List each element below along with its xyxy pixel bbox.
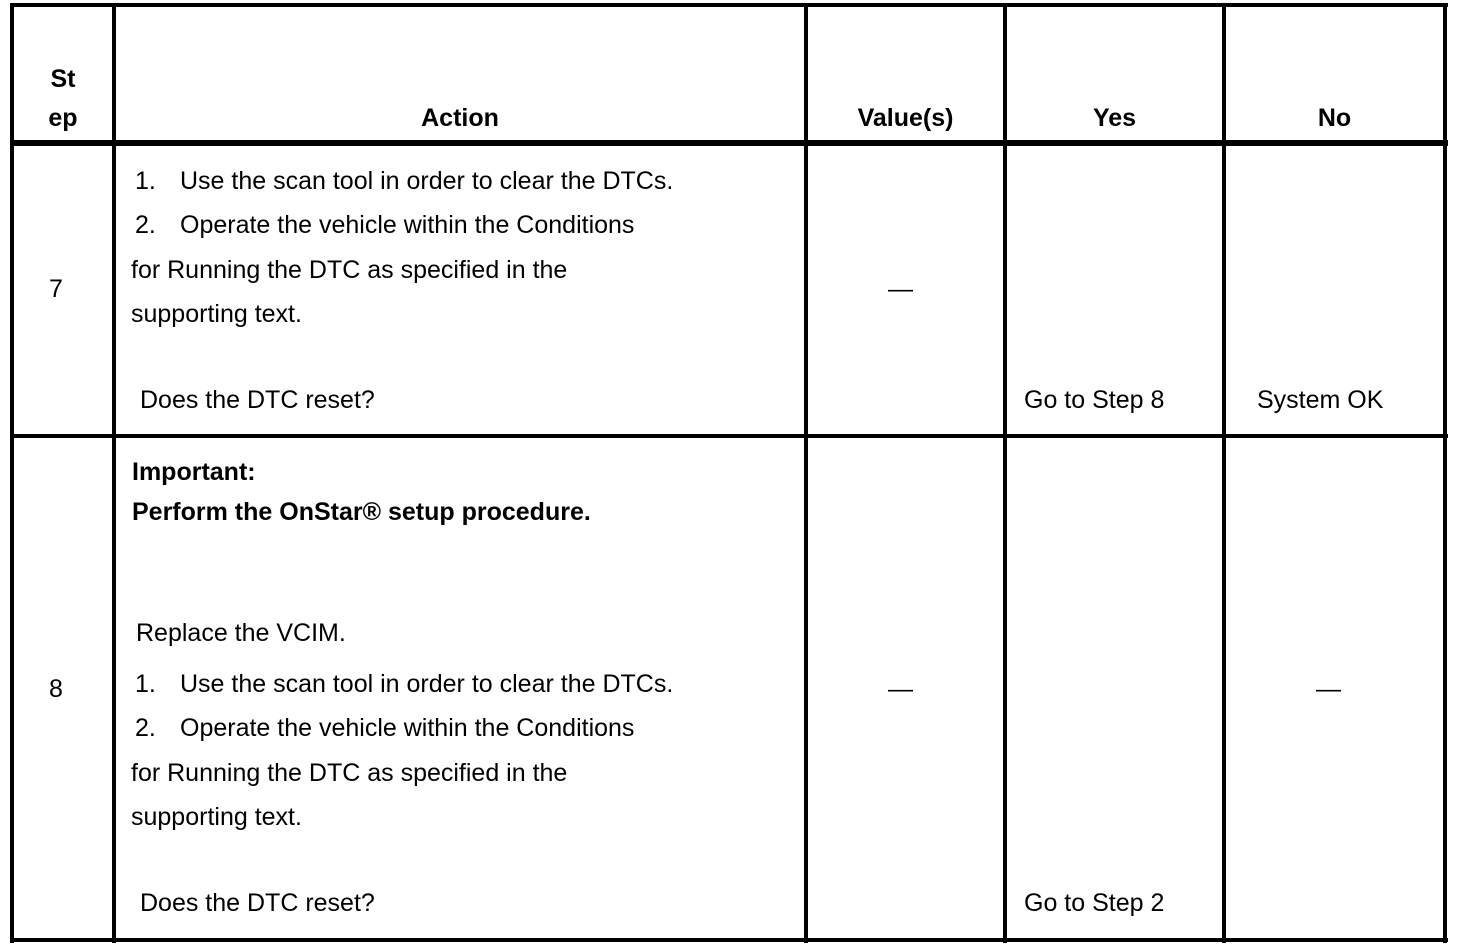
row-8-continuation-line2: supporting text. <box>131 803 302 831</box>
row-8-continuation-line1: for Running the DTC as specified in the <box>131 759 568 787</box>
row-8-item1-text: Use the scan tool in order to clear the DTCs. <box>180 670 674 698</box>
header-step-line1: St <box>50 65 76 93</box>
row-8-replace-text: Replace the VCIM. <box>136 619 346 647</box>
row-7-value: — <box>888 275 913 303</box>
row-8-value: — <box>888 675 913 703</box>
row-7-question: Does the DTC reset? <box>140 386 375 414</box>
row-7-continuation-line2: supporting text. <box>131 300 302 328</box>
row-7-item1-text: Use the scan tool in order to clear the DTCs. <box>180 167 674 195</box>
row-7-item1-number: 1. <box>135 167 156 195</box>
row-7-item2-number: 2. <box>135 211 156 239</box>
row-7-bottom-border <box>10 434 1448 438</box>
values-column-divider <box>1003 3 1007 943</box>
row-8-important-label: Important: <box>132 458 256 486</box>
step-column-divider <box>112 3 116 943</box>
row-7-item2-text: Operate the vehicle within the Conditions <box>180 211 635 239</box>
row-7-step: 7 <box>49 275 63 303</box>
header-no: No <box>1317 104 1352 132</box>
row-8-question: Does the DTC reset? <box>140 889 375 917</box>
table-right-border <box>1443 3 1447 943</box>
header-values: Value(s) <box>857 104 954 132</box>
row-8-yes: Go to Step 2 <box>1024 889 1165 917</box>
table-left-border <box>10 3 14 943</box>
row-8-no: — <box>1316 675 1341 703</box>
row-7-no: System OK <box>1257 386 1384 414</box>
header-step-line2: ep <box>48 104 78 132</box>
row-8-item2-number: 2. <box>135 714 156 742</box>
action-column-divider <box>804 3 808 943</box>
header-yes: Yes <box>1092 104 1137 132</box>
yes-column-divider <box>1222 3 1226 943</box>
table-top-border <box>10 3 1448 7</box>
row-8-step: 8 <box>49 675 63 703</box>
table-bottom-border <box>10 938 1448 942</box>
header-bottom-border <box>10 140 1448 146</box>
row-8-item1-number: 1. <box>135 670 156 698</box>
row-7-yes: Go to Step 8 <box>1024 386 1165 414</box>
row-8-important-text: Perform the OnStar® setup procedure. <box>132 498 591 526</box>
row-8-item2-text: Operate the vehicle within the Conditions <box>180 714 635 742</box>
header-action: Action <box>421 104 499 132</box>
row-7-continuation-line1: for Running the DTC as specified in the <box>131 256 568 284</box>
